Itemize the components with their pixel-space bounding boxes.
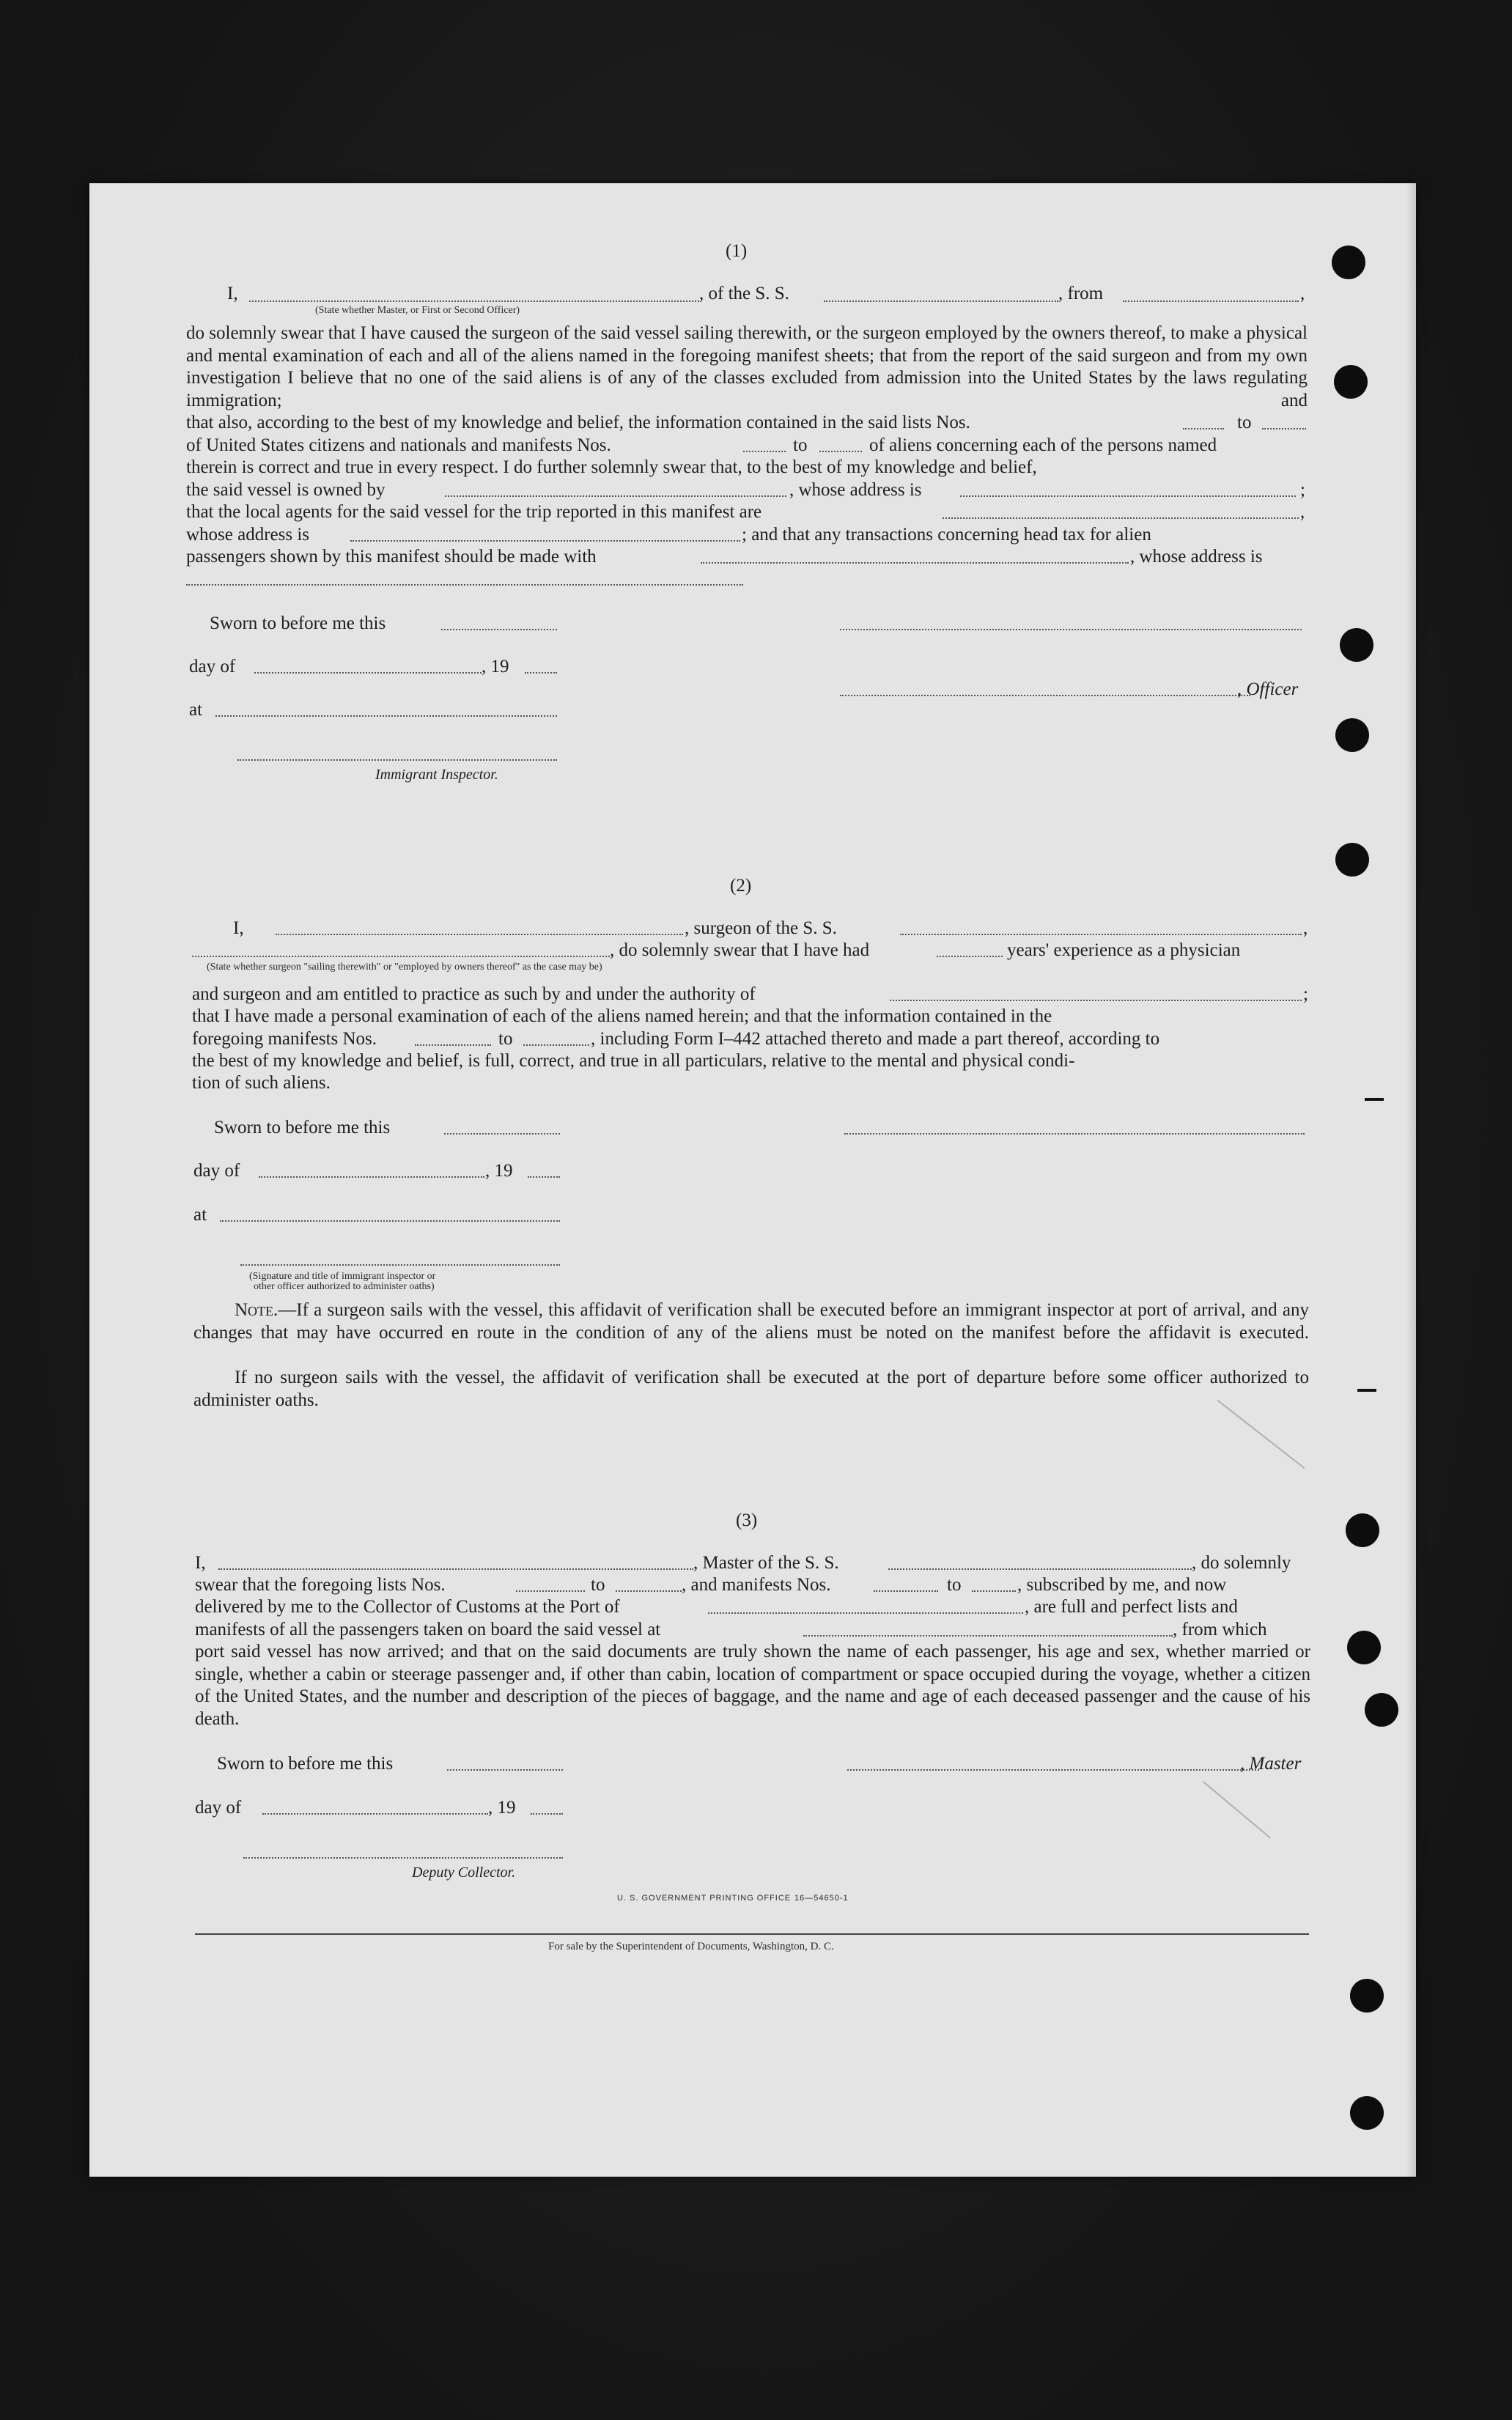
semicolon: ; xyxy=(1303,984,1308,1004)
from-which-label: , from which xyxy=(1173,1620,1267,1639)
day-of-field[interactable] xyxy=(254,672,482,674)
punch-hole xyxy=(1335,718,1369,752)
from-port-field[interactable] xyxy=(1123,300,1299,302)
officer-rank-note: (State whether Master, or First or Second Officer) xyxy=(315,305,520,316)
comma: , xyxy=(1303,918,1308,938)
aliens-concerning-line: of aliens concerning each of the persons named xyxy=(869,435,1217,455)
deputy-collector-label: Deputy Collector. xyxy=(412,1864,516,1881)
master-label: , Master xyxy=(1240,1754,1302,1774)
inspector-signature-field[interactable] xyxy=(240,1264,560,1266)
note-text: —If a surgeon sails with the vessel, this affidavit of verification shall be executed before an immigrant inspector at port of arrival, and any changes that may have occurred en route in the condition of any of the aliens must be noted on the manifest before the affidavit is executed. xyxy=(193,1300,1309,1343)
section-1-i-label: I, xyxy=(227,284,238,303)
punch-hole xyxy=(1365,1693,1398,1727)
form-page xyxy=(89,183,1416,2177)
at-label: at xyxy=(189,700,203,720)
inspector-signature-field[interactable] xyxy=(237,759,557,761)
officer-title-field[interactable] xyxy=(840,695,1250,696)
punch-hole xyxy=(1347,1631,1381,1664)
master-name-field[interactable] xyxy=(218,1568,693,1570)
head-tax-agent-field[interactable] xyxy=(701,562,1129,564)
to-label: to xyxy=(591,1575,605,1595)
port-of-arrival-field[interactable] xyxy=(708,1612,1023,1614)
surgeon-capacity-field[interactable] xyxy=(192,956,610,957)
from-label: , from xyxy=(1058,284,1104,303)
collector-signature-field[interactable] xyxy=(243,1857,563,1859)
to-label: to xyxy=(498,1029,513,1049)
year-field[interactable] xyxy=(531,1813,563,1815)
and-manifests-label: , and manifests Nos. xyxy=(682,1575,831,1595)
punch-hole xyxy=(1346,1513,1379,1547)
do-solemnly-label: , do solemnly xyxy=(1192,1553,1291,1573)
full-perfect-label: , are full and perfect lists and xyxy=(1025,1597,1238,1617)
passengers-shown-label: passengers shown by this manifest should be made with xyxy=(186,547,597,567)
master-lists-from-field[interactable] xyxy=(516,1590,585,1592)
note-lead: Note. xyxy=(235,1300,279,1320)
best-of-knowledge-line: the best of my knowledge and belief, is full, correct, and true in all particulars, relative to the mental and physical condi- xyxy=(192,1051,1075,1071)
margin-mark xyxy=(1357,1389,1376,1392)
day-of-field[interactable] xyxy=(259,1176,484,1178)
of-the-ss-label: , of the S. S. xyxy=(699,284,789,303)
punch-hole xyxy=(1335,843,1369,877)
owner-address-field[interactable] xyxy=(960,495,1296,497)
signature-title-note: other officer authorized to administer oaths) xyxy=(254,1281,435,1292)
sworn-date-field[interactable] xyxy=(447,1769,563,1771)
foregoing-manifests-label: foregoing manifests Nos. xyxy=(192,1029,377,1049)
years-experience-field[interactable] xyxy=(937,956,1003,957)
section-2-number: (2) xyxy=(730,876,752,896)
sworn-date-field[interactable] xyxy=(444,1133,560,1135)
year-field[interactable] xyxy=(525,672,557,674)
local-agents-label: that the local agents for the said vessel for the trip reported in this manifest are xyxy=(186,502,762,522)
owned-by-label: the said vessel is owned by xyxy=(186,480,386,500)
surgeon-capacity-note: (State whether surgeon "sailing therewith" or "employed by owners thereof" as the case may be) xyxy=(207,962,602,973)
punch-hole xyxy=(1340,628,1373,662)
form-i-442-line: , including Form I–442 attached thereto and made a part thereof, according to xyxy=(591,1029,1160,1049)
whose-address-label: , whose address is xyxy=(789,480,922,500)
margin-mark xyxy=(1365,1098,1384,1101)
footer-rule xyxy=(195,1933,1309,1935)
sworn-label: Sworn to before me this xyxy=(217,1754,394,1774)
semicolon: ; xyxy=(1300,480,1305,500)
local-agents-field[interactable] xyxy=(943,517,1299,519)
master-manifests-to-field[interactable] xyxy=(972,1590,1016,1592)
punch-hole xyxy=(1350,1979,1384,2013)
officer-label: , Officer xyxy=(1237,679,1299,699)
agent-address-field[interactable] xyxy=(350,540,740,542)
master-of-ss-label: , Master of the S. S. xyxy=(693,1553,839,1573)
day-of-label: day of xyxy=(189,657,236,676)
comma: , xyxy=(1300,284,1305,303)
section-1-number: (1) xyxy=(726,241,748,261)
us-citizens-line: of United States citizens and nationals and manifests Nos. xyxy=(186,435,611,455)
year-label: , 19 xyxy=(488,1798,516,1818)
sworn-date-field[interactable] xyxy=(441,629,557,630)
form-number: 16—54650-1 xyxy=(794,1894,849,1903)
head-tax-address-field[interactable] xyxy=(186,584,743,586)
inspector-label: Immigrant Inspector. xyxy=(375,767,498,783)
master-vessel-field[interactable] xyxy=(888,1568,1192,1570)
delivered-label: delivered by me to the Collector of Customs at the Port of xyxy=(195,1597,620,1617)
year-field[interactable] xyxy=(528,1176,560,1178)
experience-line-b: years' experience as a physician xyxy=(1007,940,1241,960)
owner-field[interactable] xyxy=(445,495,786,497)
at-label: at xyxy=(193,1205,207,1225)
to-label: to xyxy=(947,1575,962,1595)
punch-hole xyxy=(1332,246,1365,279)
surgeon-name-field[interactable] xyxy=(276,934,683,935)
section-3-number: (3) xyxy=(736,1510,758,1530)
officer-name-field[interactable] xyxy=(249,300,699,302)
day-of-field[interactable] xyxy=(262,1813,488,1815)
to-label: to xyxy=(793,435,808,455)
head-tax-line: ; and that any transactions concerning head tax for alien xyxy=(742,525,1151,545)
signature-title-note: (Signature and title of immigrant inspector or xyxy=(249,1271,436,1282)
master-signature-field[interactable] xyxy=(847,1769,1259,1771)
to-label: to xyxy=(1237,413,1252,432)
punch-hole xyxy=(1350,2096,1384,2130)
manifest-to-field[interactable] xyxy=(819,451,862,452)
authority-label: and surgeon and am entitled to practice as such by and under the authority of xyxy=(192,984,756,1004)
year-label: , 19 xyxy=(482,657,509,676)
punch-hole xyxy=(1334,365,1368,399)
lists-to-field[interactable] xyxy=(1262,428,1306,429)
experience-line-a: , do solemnly swear that I have had xyxy=(610,940,870,960)
master-oath-body: port said vessel has now arrived; and that on the said documents are truly shown the name of each passenger, his age and sex, whether married or single, whether a cabin or steerage passenger and, if other than cabin, location of compartment or space occupied during the voyage, whether a citizen of the United States, and the number and description of the pieces of baggage, and the name and age of each deceased passenger and the cause of his death. xyxy=(195,1642,1310,1729)
section-3-i-label: I, xyxy=(195,1553,206,1573)
subscribed-label: , subscribed by me, and now xyxy=(1017,1575,1227,1595)
authority-field[interactable] xyxy=(890,1000,1302,1001)
note-paragraph-2: If no surgeon sails with the vessel, the affidavit of verification shall be executed at the port of departure before some officer authorized to administer oaths. xyxy=(193,1368,1309,1410)
for-sale-imprint: For sale by the Superintendent of Documents, Washington, D. C. xyxy=(548,1941,834,1952)
at-place-field[interactable] xyxy=(220,1220,560,1222)
tion-line: tion of such aliens. xyxy=(192,1073,331,1093)
surgeon-manifest-from-field[interactable] xyxy=(415,1044,491,1046)
surgeon-of-ss-label: , surgeon of the S. S. xyxy=(685,918,837,938)
manifests-all-label: manifests of all the passengers taken on board the said vessel at xyxy=(195,1620,661,1639)
master-manifests-from-field[interactable] xyxy=(874,1590,938,1592)
at-place-field[interactable] xyxy=(215,715,557,717)
therein-line: therein is correct and true in every respect. I do further solemnly swear that, to the best of my knowledge and belief, xyxy=(186,457,1037,477)
note-paragraph xyxy=(193,1299,1309,1344)
port-of-departure-field[interactable] xyxy=(803,1635,1173,1637)
examination-line: that I have made a personal examination of each of the aliens named herein; and that the information contained in the xyxy=(192,1006,1052,1026)
day-of-label: day of xyxy=(195,1798,242,1818)
comma: , xyxy=(1300,502,1305,522)
scan-artifact xyxy=(1203,1781,1271,1839)
day-of-label: day of xyxy=(193,1161,240,1181)
sworn-label: Sworn to before me this xyxy=(210,613,386,633)
master-lists-to-field[interactable] xyxy=(616,1590,682,1592)
surgeon-signature-field[interactable] xyxy=(844,1133,1305,1135)
gpo-imprint: U. S. GOVERNMENT PRINTING OFFICE xyxy=(617,1894,792,1903)
manifest-from-field[interactable] xyxy=(743,451,786,452)
surgeon-manifest-to-field[interactable] xyxy=(523,1044,589,1046)
section-2-i-label: I, xyxy=(233,918,244,938)
lists-from-field[interactable] xyxy=(1183,428,1224,429)
sworn-label: Sworn to before me this xyxy=(214,1118,391,1137)
lists-line: that also, according to the best of my knowledge and belief, the information contained in the said lists Nos. xyxy=(186,413,970,432)
officer-signature-field[interactable] xyxy=(840,629,1302,630)
surgeon-vessel-field[interactable] xyxy=(900,934,1302,935)
agent-address-label: whose address is xyxy=(186,525,310,545)
year-label: , 19 xyxy=(485,1161,513,1181)
whose-address-label: , whose address is xyxy=(1130,547,1263,567)
oath-paragraph-1: do solemnly swear that I have caused the surgeon of the said vessel sailing therewith, or the surgeon employed by the owners thereof, to make a physical and mental examination of each and all of the aliens named in the foregoing manifest sheets; that from the report of the said surgeon and from my own investigation I believe that no one of the said aliens is of any of the classes excluded from admission into the United States by the laws regulating immigration; and xyxy=(186,323,1308,410)
swear-lists-label: swear that the foregoing lists Nos. xyxy=(195,1575,446,1595)
vessel-name-field[interactable] xyxy=(824,300,1058,302)
